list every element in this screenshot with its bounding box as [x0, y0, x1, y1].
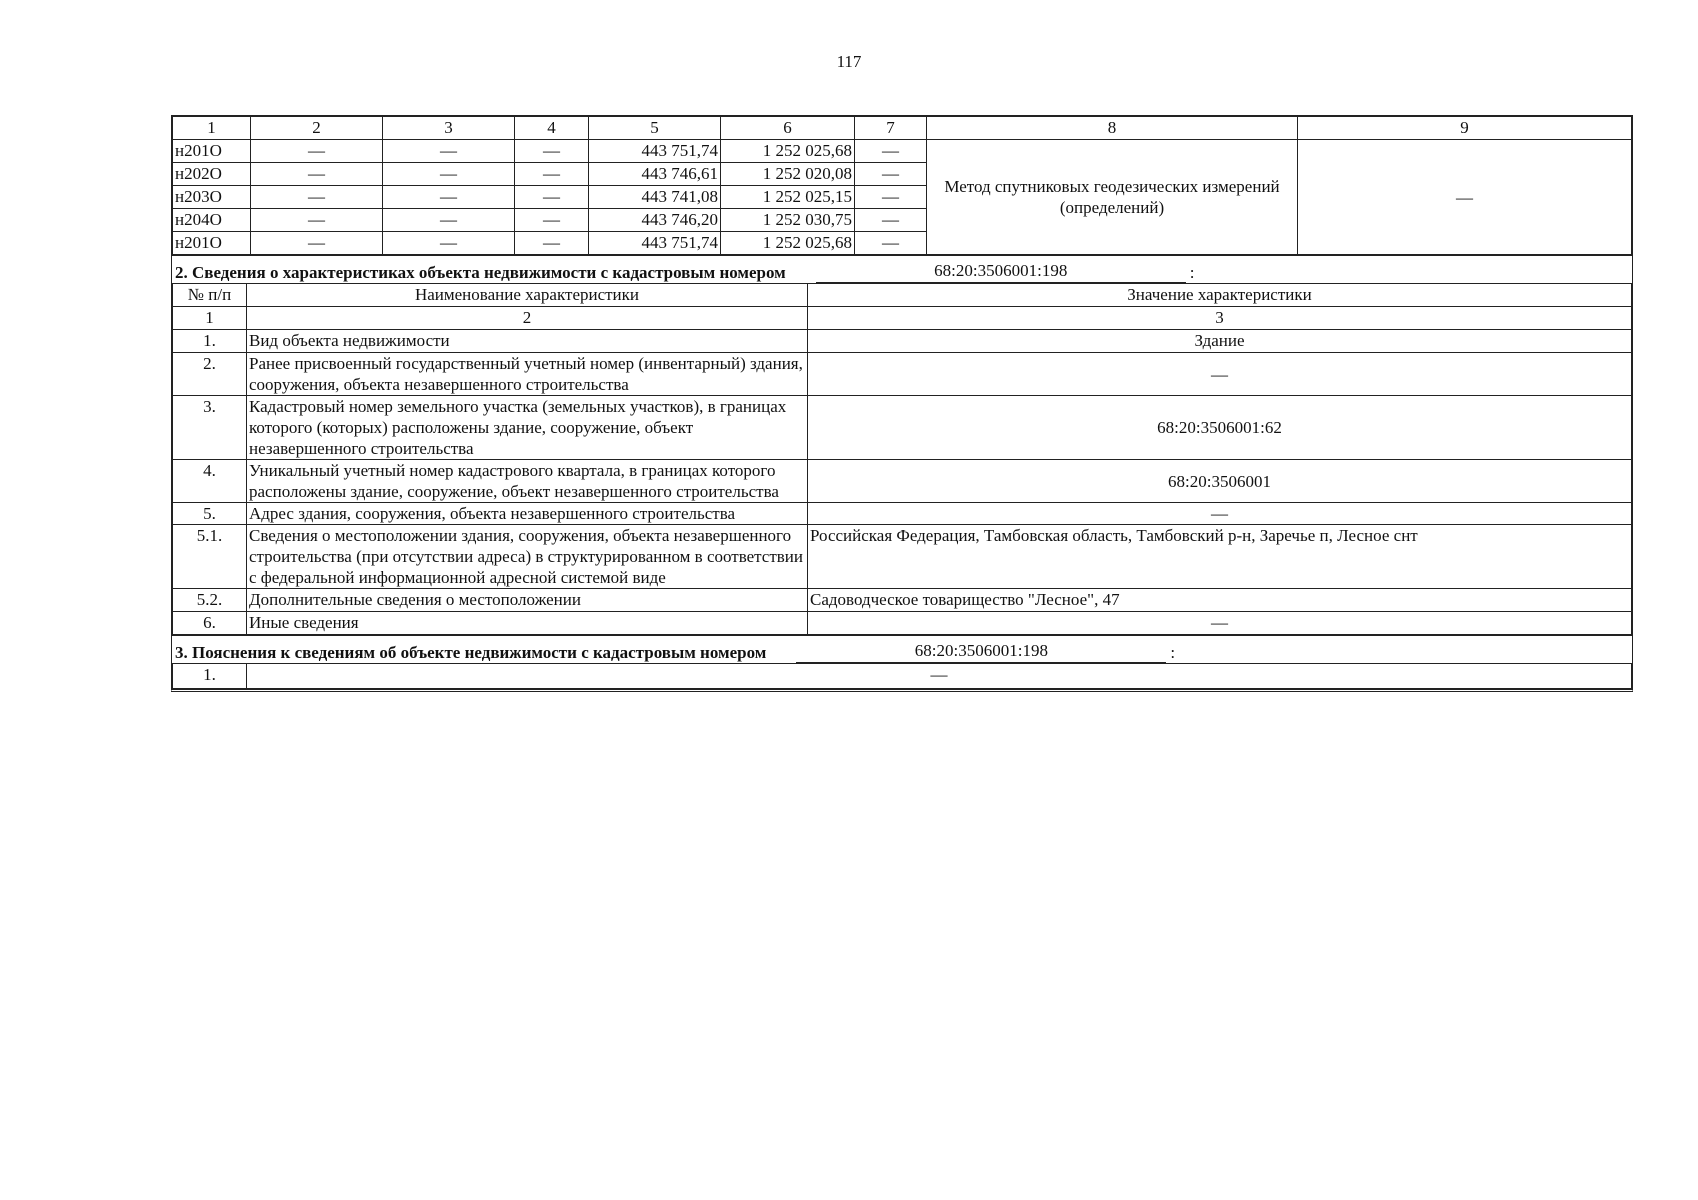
coord-y: 1 252 025,68	[721, 140, 855, 163]
coord-y: 1 252 020,08	[721, 163, 855, 186]
coords-cell: —	[855, 140, 927, 163]
coords-header-cell: 4	[515, 117, 589, 140]
row-num: 3.	[173, 396, 247, 460]
coords-header-cell: 8	[927, 117, 1298, 140]
section3-cadastral-number: 68:20:3506001:198	[796, 640, 1166, 663]
coords-cell: —	[515, 209, 589, 232]
row-num: 6.	[173, 612, 247, 635]
characteristic-value: 68:20:3506001:62	[808, 396, 1632, 460]
row-num: 5.2.	[173, 589, 247, 612]
characteristics-index-row	[173, 307, 1632, 330]
header-value: Значение характеристики	[808, 284, 1632, 307]
coords-cell: —	[515, 140, 589, 163]
characteristic-row	[173, 525, 1632, 589]
index-cell: 1	[173, 307, 247, 330]
coords-cell: —	[251, 209, 383, 232]
index-cell: 3	[808, 307, 1632, 330]
row-num: 5.	[173, 503, 247, 525]
coords-header-cell: 5	[589, 117, 721, 140]
characteristic-row	[173, 589, 1632, 612]
coords-cell: —	[855, 163, 927, 186]
section2-cadastral-number: 68:20:3506001:198	[816, 260, 1186, 283]
characteristic-row	[173, 612, 1632, 635]
characteristic-name: Уникальный учетный номер кадастрового квартала, в границах которого расположены здание, сооружение, объект незавершенного строительства	[247, 460, 808, 503]
characteristics-header-row	[173, 284, 1632, 307]
coords-cell: —	[383, 163, 515, 186]
characteristic-name: Иные сведения	[247, 612, 808, 635]
page-number: 117	[836, 52, 862, 71]
characteristic-value: Здание	[808, 330, 1632, 353]
cadastral-document	[171, 115, 1633, 692]
index-cell: 2	[247, 307, 808, 330]
coord-y: 1 252 030,75	[721, 209, 855, 232]
explanations-table	[172, 663, 1632, 689]
coords-cell: —	[383, 209, 515, 232]
section3-colon: :	[1170, 643, 1176, 662]
coord-y: 1 252 025,68	[721, 232, 855, 255]
coords-header-cell: 7	[855, 117, 927, 140]
point-name: н204О	[173, 209, 251, 232]
col9-cell: —	[1298, 140, 1632, 255]
coord-x: 443 751,74	[589, 232, 721, 255]
coords-cell: —	[251, 163, 383, 186]
row-num: 1.	[173, 664, 247, 689]
coords-cell: —	[515, 186, 589, 209]
characteristics-table	[172, 283, 1632, 635]
coords-cell: —	[855, 209, 927, 232]
coord-x: 443 741,08	[589, 186, 721, 209]
characteristic-row	[173, 353, 1632, 396]
characteristic-name: Дополнительные сведения о местоположении	[247, 589, 808, 612]
coords-cell: —	[855, 186, 927, 209]
row-num: 4.	[173, 460, 247, 503]
characteristic-value: —	[808, 353, 1632, 396]
characteristic-value: Российская Федерация, Тамбовская область, Тамбовский р-н, Заречье п, Лесное снт	[808, 525, 1632, 589]
section2-heading	[172, 255, 1632, 283]
characteristic-value: 68:20:3506001	[808, 460, 1632, 503]
characteristic-name: Вид объекта недвижимости	[247, 330, 808, 353]
coordinates-table	[172, 116, 1632, 255]
point-name: н201О	[173, 140, 251, 163]
characteristic-name: Ранее присвоенный государственный учетный номер (инвентарный) здания, сооружения, объекта незавершенного строительства	[247, 353, 808, 396]
method-cell: Метод спутниковых геодезических измерений (определений)	[927, 140, 1298, 255]
section3-title: 3. Пояснения к сведениям об объекте недвижимости с кадастровым номером	[175, 643, 767, 662]
coords-cell: —	[383, 232, 515, 255]
coords-header-cell: 9	[1298, 117, 1632, 140]
point-name: н201О	[173, 232, 251, 255]
characteristic-row	[173, 503, 1632, 525]
characteristic-value: —	[808, 503, 1632, 525]
coords-cell: —	[383, 140, 515, 163]
coords-cell: —	[251, 186, 383, 209]
characteristic-row	[173, 460, 1632, 503]
row-num: 5.1.	[173, 525, 247, 589]
characteristic-name: Адрес здания, сооружения, объекта незавершенного строительства	[247, 503, 808, 525]
coords-cell: —	[383, 186, 515, 209]
row-num: 2.	[173, 353, 247, 396]
coord-y: 1 252 025,15	[721, 186, 855, 209]
coords-cell: —	[251, 140, 383, 163]
coords-cell: —	[855, 232, 927, 255]
header-num: № п/п	[173, 284, 247, 307]
explanation-value: —	[247, 664, 1632, 689]
coords-cell: —	[251, 232, 383, 255]
coords-cell: —	[515, 232, 589, 255]
section2-colon: :	[1189, 263, 1195, 282]
coord-x: 443 746,61	[589, 163, 721, 186]
coords-header-row	[173, 117, 1632, 140]
header-name: Наименование характеристики	[247, 284, 808, 307]
characteristic-value: —	[808, 612, 1632, 635]
row-num: 1.	[173, 330, 247, 353]
coords-header-cell: 3	[383, 117, 515, 140]
coord-x: 443 751,74	[589, 140, 721, 163]
explanation-row	[173, 664, 1632, 689]
coords-header-cell: 2	[251, 117, 383, 140]
point-name: н202О	[173, 163, 251, 186]
coords-row	[173, 140, 1632, 163]
section3-heading	[172, 635, 1632, 663]
coord-x: 443 746,20	[589, 209, 721, 232]
characteristic-name: Кадастровый номер земельного участка (земельных участков), в границах которого (которых) расположены здание, сооружение, объект незавершенного строительства	[247, 396, 808, 460]
coords-cell: —	[515, 163, 589, 186]
characteristic-row	[173, 330, 1632, 353]
characteristic-value: Садоводческое товарищество "Лесное", 47	[808, 589, 1632, 612]
coords-header-cell: 1	[173, 117, 251, 140]
section2-title: 2. Сведения о характеристиках объекта недвижимости с кадастровым номером	[175, 263, 786, 282]
coords-header-cell: 6	[721, 117, 855, 140]
characteristic-name: Сведения о местоположении здания, сооружения, объекта незавершенного строительства (при отсутствии адреса) в структурированном в соответствии с федеральной информационной адресной системой виде	[247, 525, 808, 589]
characteristic-row	[173, 396, 1632, 460]
point-name: н203О	[173, 186, 251, 209]
